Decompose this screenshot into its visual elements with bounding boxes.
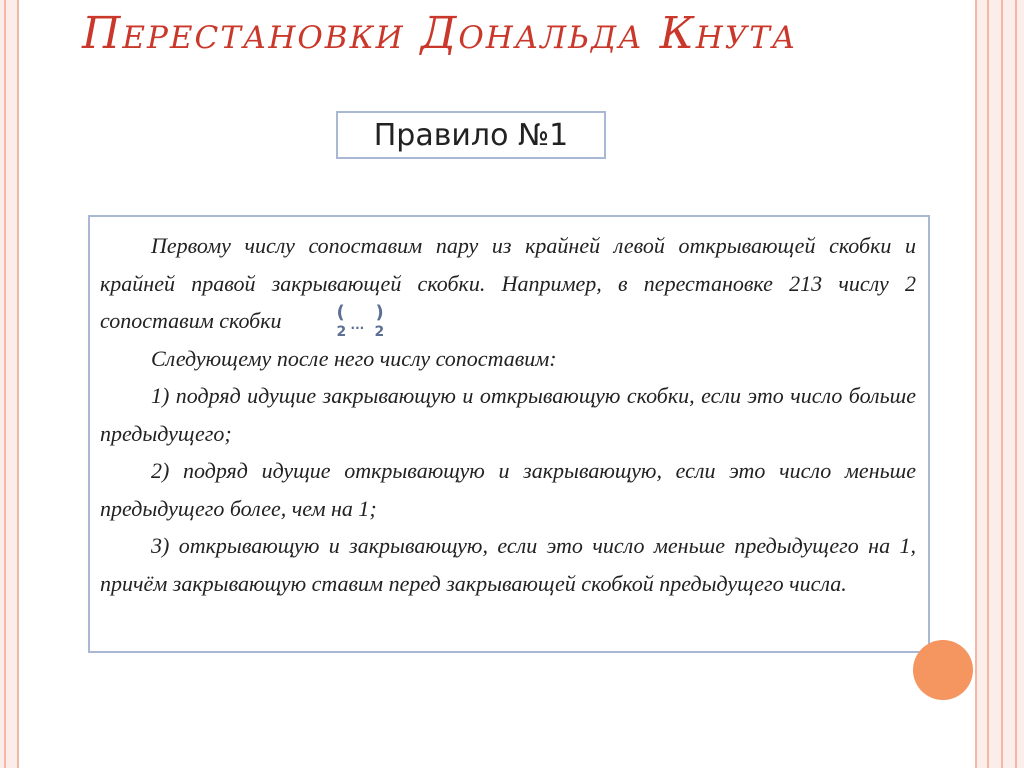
rule-content-box — [88, 215, 930, 653]
list-item-2: 2) подряд идущие открывающую и закрывающую, если это число меньше предыдущего более, чем на 1; — [100, 458, 916, 521]
paragraph-next-number: Следующему после него числу сопоставим: — [151, 345, 557, 371]
bracket-sub-right: 2 — [374, 324, 385, 340]
bracket-dots: ... — [350, 318, 365, 332]
rule-label: Правило №1 — [373, 117, 569, 153]
paragraph-first-number-text: Первому числу сопоставим пару из крайней левой открывающей скобки и крайней правой закрывающей скобки. Например, в перестановке 213 числу 2 сопоставим скобки — [100, 233, 916, 333]
bracket-pair-figure — [284, 302, 385, 340]
bracket-open: ( — [336, 302, 345, 323]
decorative-circle — [913, 640, 973, 700]
rule-label-box — [336, 111, 606, 159]
bracket-sub-left: 2 — [336, 324, 347, 340]
list-item-3: 3) открывающую и закрывающую, если это число меньше предыдущего на 1, причём закрывающую ставим перед закрывающей скобкой предыдущего числа. — [100, 533, 916, 596]
left-stripe-1 — [4, 0, 6, 768]
bracket-close: ) — [375, 302, 384, 323]
right-stripe-1 — [987, 0, 989, 768]
slide-title: Перестановки Дональда Кнута — [82, 8, 798, 59]
paragraph-first-number — [100, 227, 916, 340]
right-stripe-3 — [1015, 0, 1017, 768]
list-item-1: 1) подряд идущие закрывающую и открывающую скобки, если это число больше предыдущего; — [100, 383, 916, 446]
right-stripe-2 — [1001, 0, 1003, 768]
